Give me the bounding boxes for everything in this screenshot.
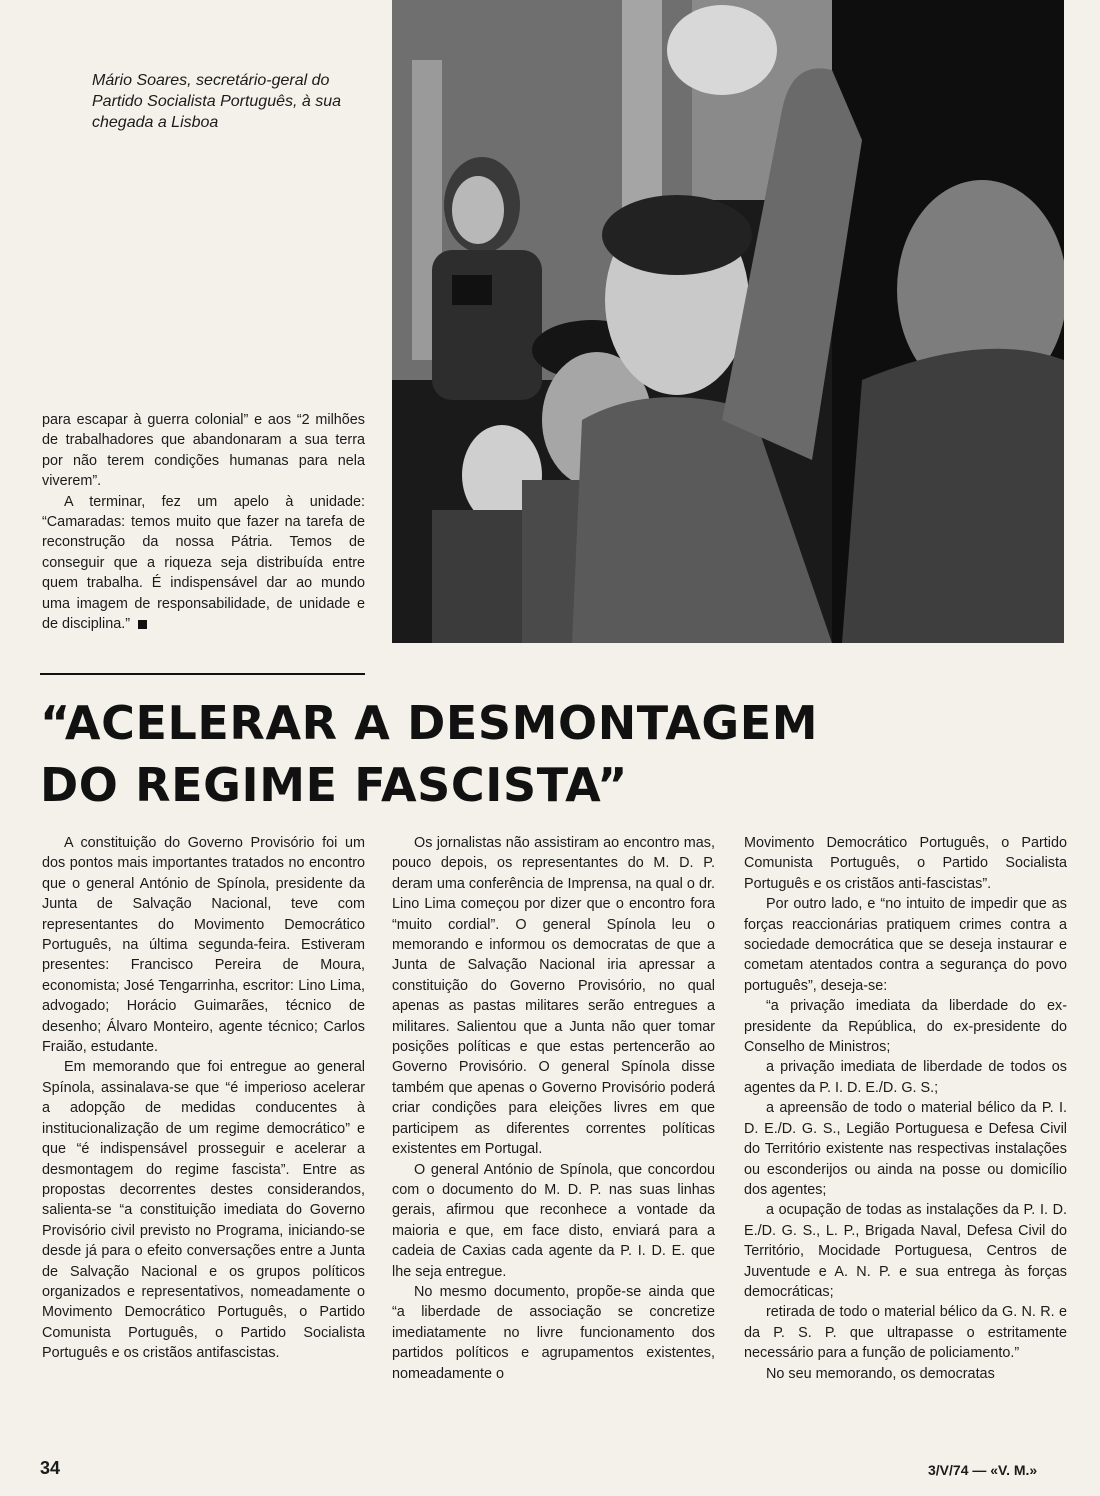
col3-paragraph-7: retirada de todo o material bélico da G. N. R. e da P. S. P. que ultrapasse o estritamente necessário para a função de policiamento.”: [744, 1304, 1067, 1362]
col3-paragraph-4: a privação imediata de liberdade de todos os agentes da P. I. D. E./D. G. S.;: [744, 1059, 1067, 1096]
col3-paragraph-5: a apreensão de todo o material bélico da P. I. D. E./D. G. S., Legião Portuguesa e Defesa Civil do Território existente nas respectivas instalações ou esconderijos ou ainda na posse ou domicílio dos agentes;: [744, 1100, 1067, 1198]
intro-text-block: [42, 410, 365, 634]
headline-line-2: DO REGIME FASCISTA”: [40, 758, 628, 812]
col2-paragraph-2: O general António de Spínola, que concordou com o documento do M. D. P. nas suas linhas gerais, afirmou que reconhece a vontade da maioria e que, em face disto, enviará para a cadeia de Caxias cada agente da P. I. D. E. que lhe seja entregue.: [392, 1161, 715, 1280]
col1-paragraph-2: Em memorando que foi entregue ao general Spínola, assinalava-se que “é imperioso acelerar a adopção de medidas conducentes à institucionalização de um regime democrático” e que “é indispensável prosseguir e acelerar a desmontagem do regime fascista”. Entre as propostas decorrentes destes considerandos, salienta-se “a constituição imediata do Governo Provisório civil previsto no Programa, iniciando-se desde já para o efeito conversações entre a Junta de Salvação Nacional e os grupos políticos organizados e representativos, nomeadamente o Movimento Democrático Português, o Partido Comunista Português, o Partido Socialista Português e os cristãos antifascistas.: [42, 1059, 365, 1362]
col3-paragraph-2: Por outro lado, e “no intuito de impedir que as forças reaccionárias pratiquem crimes contra a sociedade democrática que se deseja instaurar e cometam atentados contra a segurança do povo português”, deseja-se:: [744, 896, 1067, 994]
article-column-2: [392, 833, 715, 1384]
headline-line-1: “ACELERAR A DESMONTAGEM: [40, 696, 819, 750]
page-number: 34: [40, 1458, 61, 1478]
col3-paragraph-8: No seu memorando, os democratas: [766, 1365, 995, 1382]
col3-paragraph-6: a ocupação de todas as instalações da P. I. D. E./D. G. S., L. P., Brigada Naval, Defesa Civil do Território, Mocidade Portuguesa, Centros de Juventude e A. N. P. e sua entrega às forças democráticas;: [744, 1202, 1067, 1300]
article-column-3: [744, 833, 1067, 1384]
intro-paragraph-2: A terminar, fez um apelo à unidade: “Camaradas: temos muito que fazer na tarefa de reconstrução da nossa Pátria. Temos de conseguir que a riqueza seja distribuída entre quem trabalha. É indispensável dar ao mundo uma imagem de responsabilidade, de unidade e de disciplina.”: [42, 493, 365, 633]
article-column-1: [42, 833, 365, 1364]
intro-paragraph-1: para escapar à guerra colonial” e aos “2 milhões de trabalhadores que abandonaram a sua terra por não terem condições humanas para nela viverem”.: [42, 412, 365, 490]
section-divider: [40, 673, 365, 675]
end-of-article-mark: [138, 620, 147, 629]
col2-paragraph-1: Os jornalistas não assistiram ao encontro mas, pouco depois, os representantes do M. D. P. deram uma conferência de Imprensa, na qual o dr. Lino Lima começou por dizer que o encontro fora “muito cordial”. O general Spínola leu o memorando e informou os democratas de que a Junta de Salvação Nacional iria apressar a constituição do Governo Provisório, no qual apenas as pastas militares serão entregues a militares. Salientou que a Junta não quer tomar posições políticas e que estas pertencerão ao Governo Provisório. O general Spínola disse também que apenas o Governo Provisório poderá criar condições para eleições livres em que participem as diferentes correntes políticas existentes em Portugal.: [392, 835, 715, 1158]
article-headline: [40, 692, 1070, 816]
news-photo: [392, 0, 1064, 643]
col3-paragraph-3: “a privação imediata da liberdade do ex-presidente da República, do ex-presidente do Conselho de Ministros;: [744, 998, 1067, 1056]
issue-date: 3/V/74 — «V. M.»: [928, 1462, 1038, 1478]
col3-paragraph-1: Movimento Democrático Português, o Partido Comunista Português, o Partido Socialista Português e os cristãos anti-fascistas”.: [744, 835, 1067, 892]
col2-paragraph-3: No mesmo documento, propõe-se ainda que “a liberdade de associação se concretize imediatamente no livre funcionamento dos partidos políticos e agrupamentos existentes, nomeadamente o: [392, 1283, 715, 1382]
col1-paragraph-1: A constituição do Governo Provisório foi um dos pontos mais importantes tratados no encontro que o general António de Spínola, presidente da Junta de Salvação Nacional, teve com representantes do Movimento Democrático Português, na última segunda-feira. Estiveram presentes: Francisco Pereira de Moura, economista; José Tengarrinha, escritor: Lino Lima, advogado; Horácio Guimarães, técnico de desenho; Álvaro Monteiro, agente técnico; Carlos Fraião, estudante.: [42, 835, 365, 1056]
photo-illustration: [392, 0, 1064, 643]
photo-caption: Mário Soares, secretário-geral do Partido Socialista Português, à sua chegada a Lisboa: [92, 72, 342, 131]
